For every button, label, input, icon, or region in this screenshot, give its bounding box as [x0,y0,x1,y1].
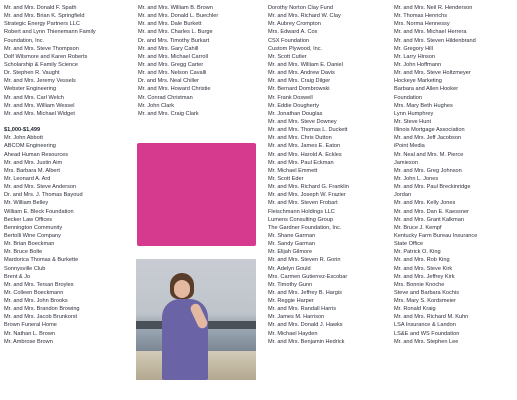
donor-name: Mrs. Mary S. Kordsmeier [394,298,456,305]
donor-name: Mr. Bruce Bolte [4,249,43,256]
donor-name: William E. Bleck Foundation [4,208,74,215]
donor-name: State Office [394,241,424,248]
donor-name: Mr. Steve Hunt [394,118,431,125]
donor-name: Mr. and Mrs. Thomas L. Duckett [268,127,348,134]
donor-name: Mr. Neal and Mrs. M. Pierce [394,151,464,158]
donor-name: Mr. Shane Garman [268,232,316,239]
donor-name: Mr. and Mrs. Steven Hildenbrand [394,37,476,44]
donor-name: Mr. and Mrs. Grant Kalkman [394,216,464,223]
donor-name: Mr. and Mrs. Jeffrey Kirk [394,273,455,280]
donor-name: Dr. and Mrs. Timothy Burkart [138,37,210,44]
donor-name: Mr. and Mrs. Craig Dilger [268,78,331,85]
donor-name: Jamieson [394,159,418,166]
donor-name: Sonnysville Club [4,265,46,272]
donor-name: Mr. Bruce J. Kempf [394,224,442,231]
donor-name: Brown Funeral Home [4,322,57,329]
donor-name: Mr. Patrick O. King [394,249,441,256]
donor-name: Mr. and Mrs. William B. Brown [138,5,213,11]
donor-name [4,118,130,126]
donor-name: Mr. Gregory Hill [394,45,433,52]
donor-name: Mr. and Mrs. Randall Harris [268,306,337,313]
donor-name: Mrs. Barbara M. Albert [4,167,60,174]
donor-name: Mr. and Mrs. William E. Daniel [268,61,343,68]
donor-name: Webster Engineering [4,86,57,93]
donor-name: Mr. and Mrs. Steve Thompson [4,45,79,52]
donor-name: Mr. and Mrs. John Brooks [4,298,68,305]
donor-name: Foundation, Inc. [4,37,45,44]
donor-name: Dorothy Norton Clay Fund [268,5,333,11]
donor-name: Mr. Scott Cutler [268,53,307,60]
donor-name: Dr. and Mrs. Neal Chiller [138,78,199,85]
donor-name: Mr. and Mrs. Charles L. Burge [138,29,213,36]
donor-name: Mr. and Mrs. Rob King [394,257,450,264]
donor-name: Mr. Conrad Christman [138,94,193,101]
donor-name: Mardorica Thomas & Burkette [4,257,79,264]
donor-name: Fleischmann Holdings LLC [268,208,335,215]
donor-name: Mr. Michael Hayden [268,330,318,337]
photo-person [160,273,212,380]
donor-name: Mr. and Mrs. Michael Widget [4,110,75,117]
donor-name: Mr. and Mrs. Brian K. Springfield [4,13,85,20]
donor-name: Mr. John Clark [138,102,175,109]
donor-name: Mr. and Mrs. Steve Anderson [4,184,77,191]
donor-name: Dr. Stephen R. Vaught [4,70,60,77]
donor-name: Hockeye Marketing [394,78,442,85]
donor-name: Mr. James M. Harrison [268,314,325,321]
donor-name: Mr. and Mrs. Harold A. Eckles [268,151,342,158]
donor-name: Mr. and Mrs. Richard G. Franklin [268,184,349,191]
donor-name: Custom Plywood, Inc. [268,45,323,52]
donor-name: Mr. and Mrs. Steve Downey [268,118,337,125]
donor-name: Mr. and Mrs. Michael Carroll [138,53,208,60]
donor-name: Mr. Ronald Kraig [394,306,436,313]
donor-name: Mr. and Mrs. Steven R. Gorin [268,257,341,264]
donor-name: Brent & Jo [4,273,31,280]
donor-name: Mr. Larry Hinson [394,53,436,60]
donor-name: Mr. Jonathan Douglas [268,110,323,117]
donor-name: Jordan [394,192,412,199]
donor-name: Mr. and Mrs. Neil R. Henderson [394,5,473,11]
donor-column-4 [394,4,514,346]
donor-name: Mr. John Hoffmann [394,61,442,68]
donor-name: Mr. John Abbott [4,135,43,142]
donor-name: Steve and Barbara Kochis [394,289,459,296]
donor-name: Mr. John L. Jones [394,175,439,182]
donor-name: LS&E and WS Foundation [394,330,460,337]
donor-name: iPoint Media [394,143,425,150]
donor-column-1 [4,4,130,346]
giving-level-heading: $1,000-$1,499 [4,127,41,134]
donor-name: Mr. and Mrs. Donald L. Buechler [138,13,219,20]
donor-name: Mr. and Mrs. Steve Holtzmeyer [394,70,471,77]
donor-name: Mr. and Mrs. Andrew Davis [268,70,335,77]
donor-name: Dr. and Mrs. J. Thomas Bayoud [4,192,83,199]
donor-name: The Gardner Foundation, Inc. [268,224,342,231]
donor-name: Mr. and Mrs. Craig Clark [138,110,199,117]
donor-name: Mr. and Mrs. Jacob Brunkorst [4,314,78,321]
donor-name: Kentucky Farm Bureau Insurance [394,232,478,239]
donor-name: Mr. Scott Eder [268,175,304,182]
donor-name: Ahead Human Resources [4,151,69,158]
donor-name: Mr. and Mrs. Paul Eckman [268,159,334,166]
donor-name: Mr. and Mrs. Nelson Cavalli [138,70,207,77]
donor-name: Scholarship & Family Science [4,61,78,68]
donor-name: Strategic Energy Partners LLC [4,21,80,28]
donor-name: Mr. and Mrs. Howard Christie [138,86,211,93]
donor-name: Mr. and Mrs. Gregg Carter [138,61,204,68]
donor-name: Mr. and Mrs. Jeremy Vessels [4,78,76,85]
accent-color-block [137,143,256,246]
donor-name: Mr. Leonard A. Ard [4,175,51,182]
donor-name: Mr. and Mrs. Greg Johnson [394,167,462,174]
donor-name: Mr. and Mrs. Donald J. Hawks [268,322,343,329]
donor-name: Mr. and Mrs. Donald F. Spath [4,5,77,11]
donor-name: Mr. and Mrs. Jeff Jacobson [394,135,462,142]
donor-name: Robert and Lynn Thienemann Family [4,29,96,36]
donor-name: Mr. and Mrs. Richard W. Clay [268,13,341,20]
donor-name: Mr. and Mrs. Justin Aim [4,159,63,166]
donor-name: Mrs. Carmen Gutierrez-Escobar [268,273,348,280]
donor-name: Mr. Nathan L. Brown [4,330,55,337]
donor-name: Mr. and Mrs. Richard M. Kuhn [394,314,469,321]
donor-name: Mr. and Mrs. Joseph W. Frazier [268,192,346,199]
donor-name: Mr. Brian Boeckman [4,241,55,248]
donor-name: Mrs. Norma Hennessy [394,21,450,28]
donor-name: Barbara and Allen Hooker [394,86,459,93]
donor-name: Mr. and Mrs. Michael Herrera [394,29,467,36]
donor-name: Mr. and Mrs. Kelly Jones [394,200,456,207]
donor-column-2 [138,4,258,118]
donor-name: Mr. Michael Emmett [268,167,318,174]
donor-name: Mr. Eddie Dougherty [268,102,319,109]
donor-name: Mrs. Edward A. Cox [268,29,318,36]
donor-name: Mr. and Mrs. Steven Frobart [268,200,338,207]
donor-name: Mr. Bernard Dombrowski [268,86,330,93]
donor-name: Mr. and Mrs. Jeffrey B. Hargis [268,289,342,296]
donor-name: Mr. and Mrs. Dan E. Kaessner [394,208,469,215]
donor-name: Mr. Reggie Harper [268,298,314,305]
donor-name: Mr. and Mrs. Tersan Broyles [4,281,74,288]
donor-name: Mrs. Bonnie Knoche [394,281,445,288]
donor-name: Mr. and Mrs. Steve Kirk [394,265,453,272]
donor-name: Mr. Frank Doswell [268,94,313,101]
donor-name: Mr. Thomas Henrichs [394,13,448,20]
donor-name: Mrs. Mary Beth Hughes [394,102,453,109]
donor-name: Mr. and Mrs. Benjamin Hedrick [268,338,345,345]
donor-name: Mr. and Mrs. Brandon Browing [4,306,80,313]
donor-name: Mr. and Mrs. William Wessel [4,102,75,109]
donor-name: Mr. Colleen Boeckmann [4,289,64,296]
donor-name: LSA Insurance & Landon [394,322,456,329]
donor-name: Mr. and Mrs. Carl Welch [4,94,64,101]
donor-name: Mr. Ambrose Brown [4,338,53,345]
donor-name: Mr. and Mrs. James E. Eaton [268,143,341,150]
donor-name: Mr. and Mrs. Paul Breckinridge [394,184,471,191]
donor-name: Lynn Humphrey [394,110,434,117]
donor-name: Illinois Mortgage Association [394,127,465,134]
donor-name: CSX Foundation [268,37,310,44]
donor-name: Mr. Adelyn Gould [268,265,311,272]
donor-name: Mr. and Mrs. Chris Dutton [268,135,332,142]
donor-name: Becker Law Offices [4,216,53,223]
donor-name: Foundation [394,94,422,101]
donor-name: Lumens Consulting Group [268,216,333,223]
donor-name: Bennington Community [4,224,63,231]
donor-name: Mr. Aubrey Crompton [268,21,321,28]
donor-name: Mr. and Mrs. Stephen Lee [394,338,459,345]
donor-name: ABCOM Engineering [4,143,56,150]
donor-name: Mr. William Belley [4,200,49,207]
donor-name: Mr. and Mrs. Dale Burkett [138,21,202,28]
donor-name: Mr. Timothy Gunn [268,281,313,288]
donor-name: Mr. and Mrs. Gary Cahill [138,45,199,52]
donor-column-3 [268,4,388,346]
student-photo [136,259,256,380]
donor-name: Dolf Wilsmore and Karen Roberts [4,53,88,60]
donor-name: Bertolli Wine Company [4,232,61,239]
donor-name: Mr. Elijah Gilmore [268,249,313,256]
donor-name: Mr. Sandy Garman [268,241,315,248]
